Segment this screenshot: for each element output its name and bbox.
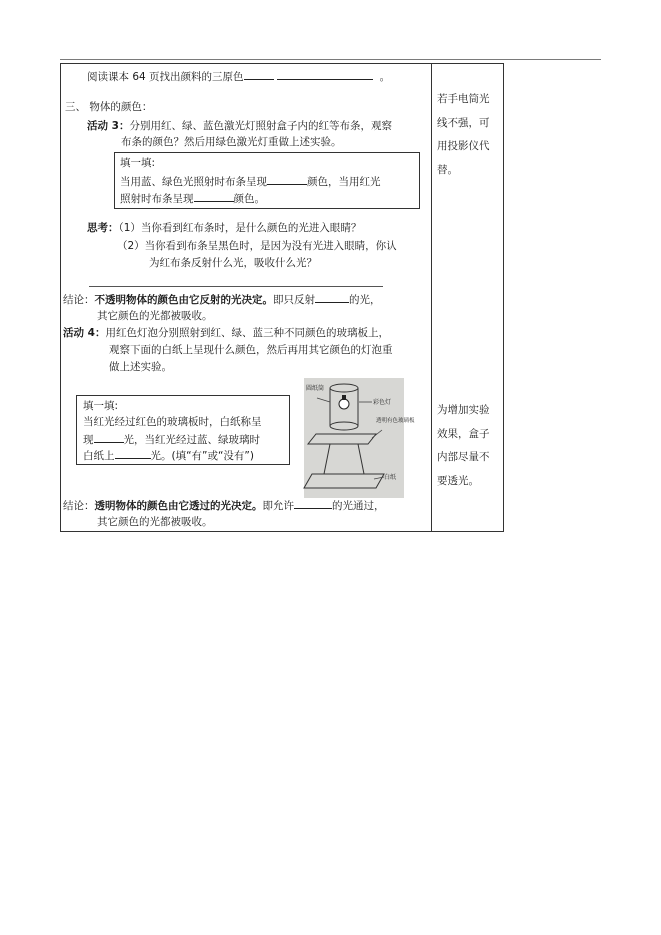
answer-blank [294,497,332,509]
lesson-table [60,63,504,532]
conclusion2-line1 [63,497,385,514]
answer-blank [244,68,274,80]
note-line: 要透光。 [437,474,479,487]
think-text: （1）当你看到红布条时，是什么颜色的光进入眼睛？ [118,222,362,234]
fill-box-title: 填一填: [120,157,156,169]
note-line: 为增加实验 [437,404,490,416]
fill-box-title: 填一填: [83,400,119,412]
conclusion-text: 的光通过， [332,500,385,512]
teacher-note-2 [437,399,490,493]
answer-blank [315,291,349,303]
conclusion2-line2: 其它颜色的光都被吸收。 [97,516,213,528]
activity4-text: 用红色灯泡分别照射到红、绿、蓝三种不同颜色的玻璃板上， [105,327,389,339]
activity4-line3: 做上述实验。 [109,361,172,373]
think-label: 思考： [87,222,119,234]
conclusion-bold: 不透明物体的颜色由它反射的光决定。 [94,294,273,306]
fill2-text: 白纸上 [83,450,115,462]
conclusion-text: 的光， [349,294,381,306]
note-line: 内部尽量不 [437,451,490,463]
fill2-text: 现 [83,434,94,446]
activity3-line1 [87,119,392,134]
activity4-label: 活动 4： [63,327,106,339]
fill1-text: 当用蓝、绿色光照射时布条呈现 [120,176,267,188]
activity3-text: 分别用红、绿、蓝色激光灯照射盒子内的红等布条，观察 [129,120,392,132]
conclusion1-line2: 其它颜色的光都被吸收。 [97,310,213,322]
header-rule [60,59,601,60]
fill1-text: 颜色，当用红光 [307,176,381,188]
apparatus-figure [304,378,415,498]
intro-line [87,68,390,85]
fill-box-1 [114,152,420,209]
answer-blank [194,190,234,202]
fill2-line2 [83,431,260,448]
fill1-text: 照射时布条呈现 [120,193,194,205]
column-divider [431,64,432,531]
figure-label-glass: 透明有色玻璃板 [376,418,415,424]
fill1-text: 颜色。 [233,193,265,205]
note-line: 替。 [437,163,458,176]
answer-blank [267,173,307,185]
answer-blank [325,68,373,80]
activity3-label: 活动 3： [87,120,130,132]
answer-blank [115,447,151,459]
activity4-line1 [63,326,389,341]
activity4-line2: 观察下面的白纸上呈现什么颜色，然后再用其它颜色的灯泡重 [109,344,393,356]
note-line: 若手电筒光 [437,93,490,105]
figure-label-paper: 白纸 [384,474,397,481]
answer-blank [277,68,325,80]
note-line: 用投影仪代 [437,140,490,152]
figure-label-tube: 圆纸筒 [306,385,325,392]
answer-line [89,286,383,287]
fill-box-2 [76,395,290,465]
think-q1 [87,221,361,236]
fill1-line1 [120,173,381,190]
conclusion-label: 结论： [63,500,95,512]
activity3-line2: 布条的颜色？然后用绿色激光灯重做上述实验。 [121,136,342,148]
section-title: 三、 物体的颜色： [65,101,153,113]
note-line: 效果，盒子 [437,427,490,440]
fill2-line3 [83,447,254,464]
think-q2a: （2）当你看到布条呈黑色时，是因为没有光进入眼睛，你认 [117,240,397,252]
intro-end: 。 [379,71,391,83]
fill2-text: 光。(填“有”或“没有”) [150,450,254,462]
intro-text: 阅读课本 64 页找出颜料的三原色 [87,71,244,83]
conclusion1-line1 [63,291,381,308]
apparatus-diagram [304,378,415,498]
teacher-note-1 [437,88,490,182]
note-line: 线不强，可 [437,116,490,129]
fill1-line2 [120,190,265,207]
conclusion-bold: 透明物体的颜色由它透过的光决定。 [94,500,263,512]
fill2-line1: 当红光经过红色的玻璃板时，白纸称呈 [83,416,262,428]
lamp-icon [339,399,349,409]
answer-blank [94,431,124,443]
fill2-text: 光，当红光经过蓝、绿玻璃时 [123,434,260,446]
conclusion-label: 结论： [63,294,95,306]
conclusion-text: 即只反射 [273,294,315,306]
figure-label-lamp: 彩色灯 [373,399,392,406]
think-q2b: 为红布条反射什么光，吸收什么光？ [149,257,317,269]
conclusion-text: 即允许 [262,500,294,512]
